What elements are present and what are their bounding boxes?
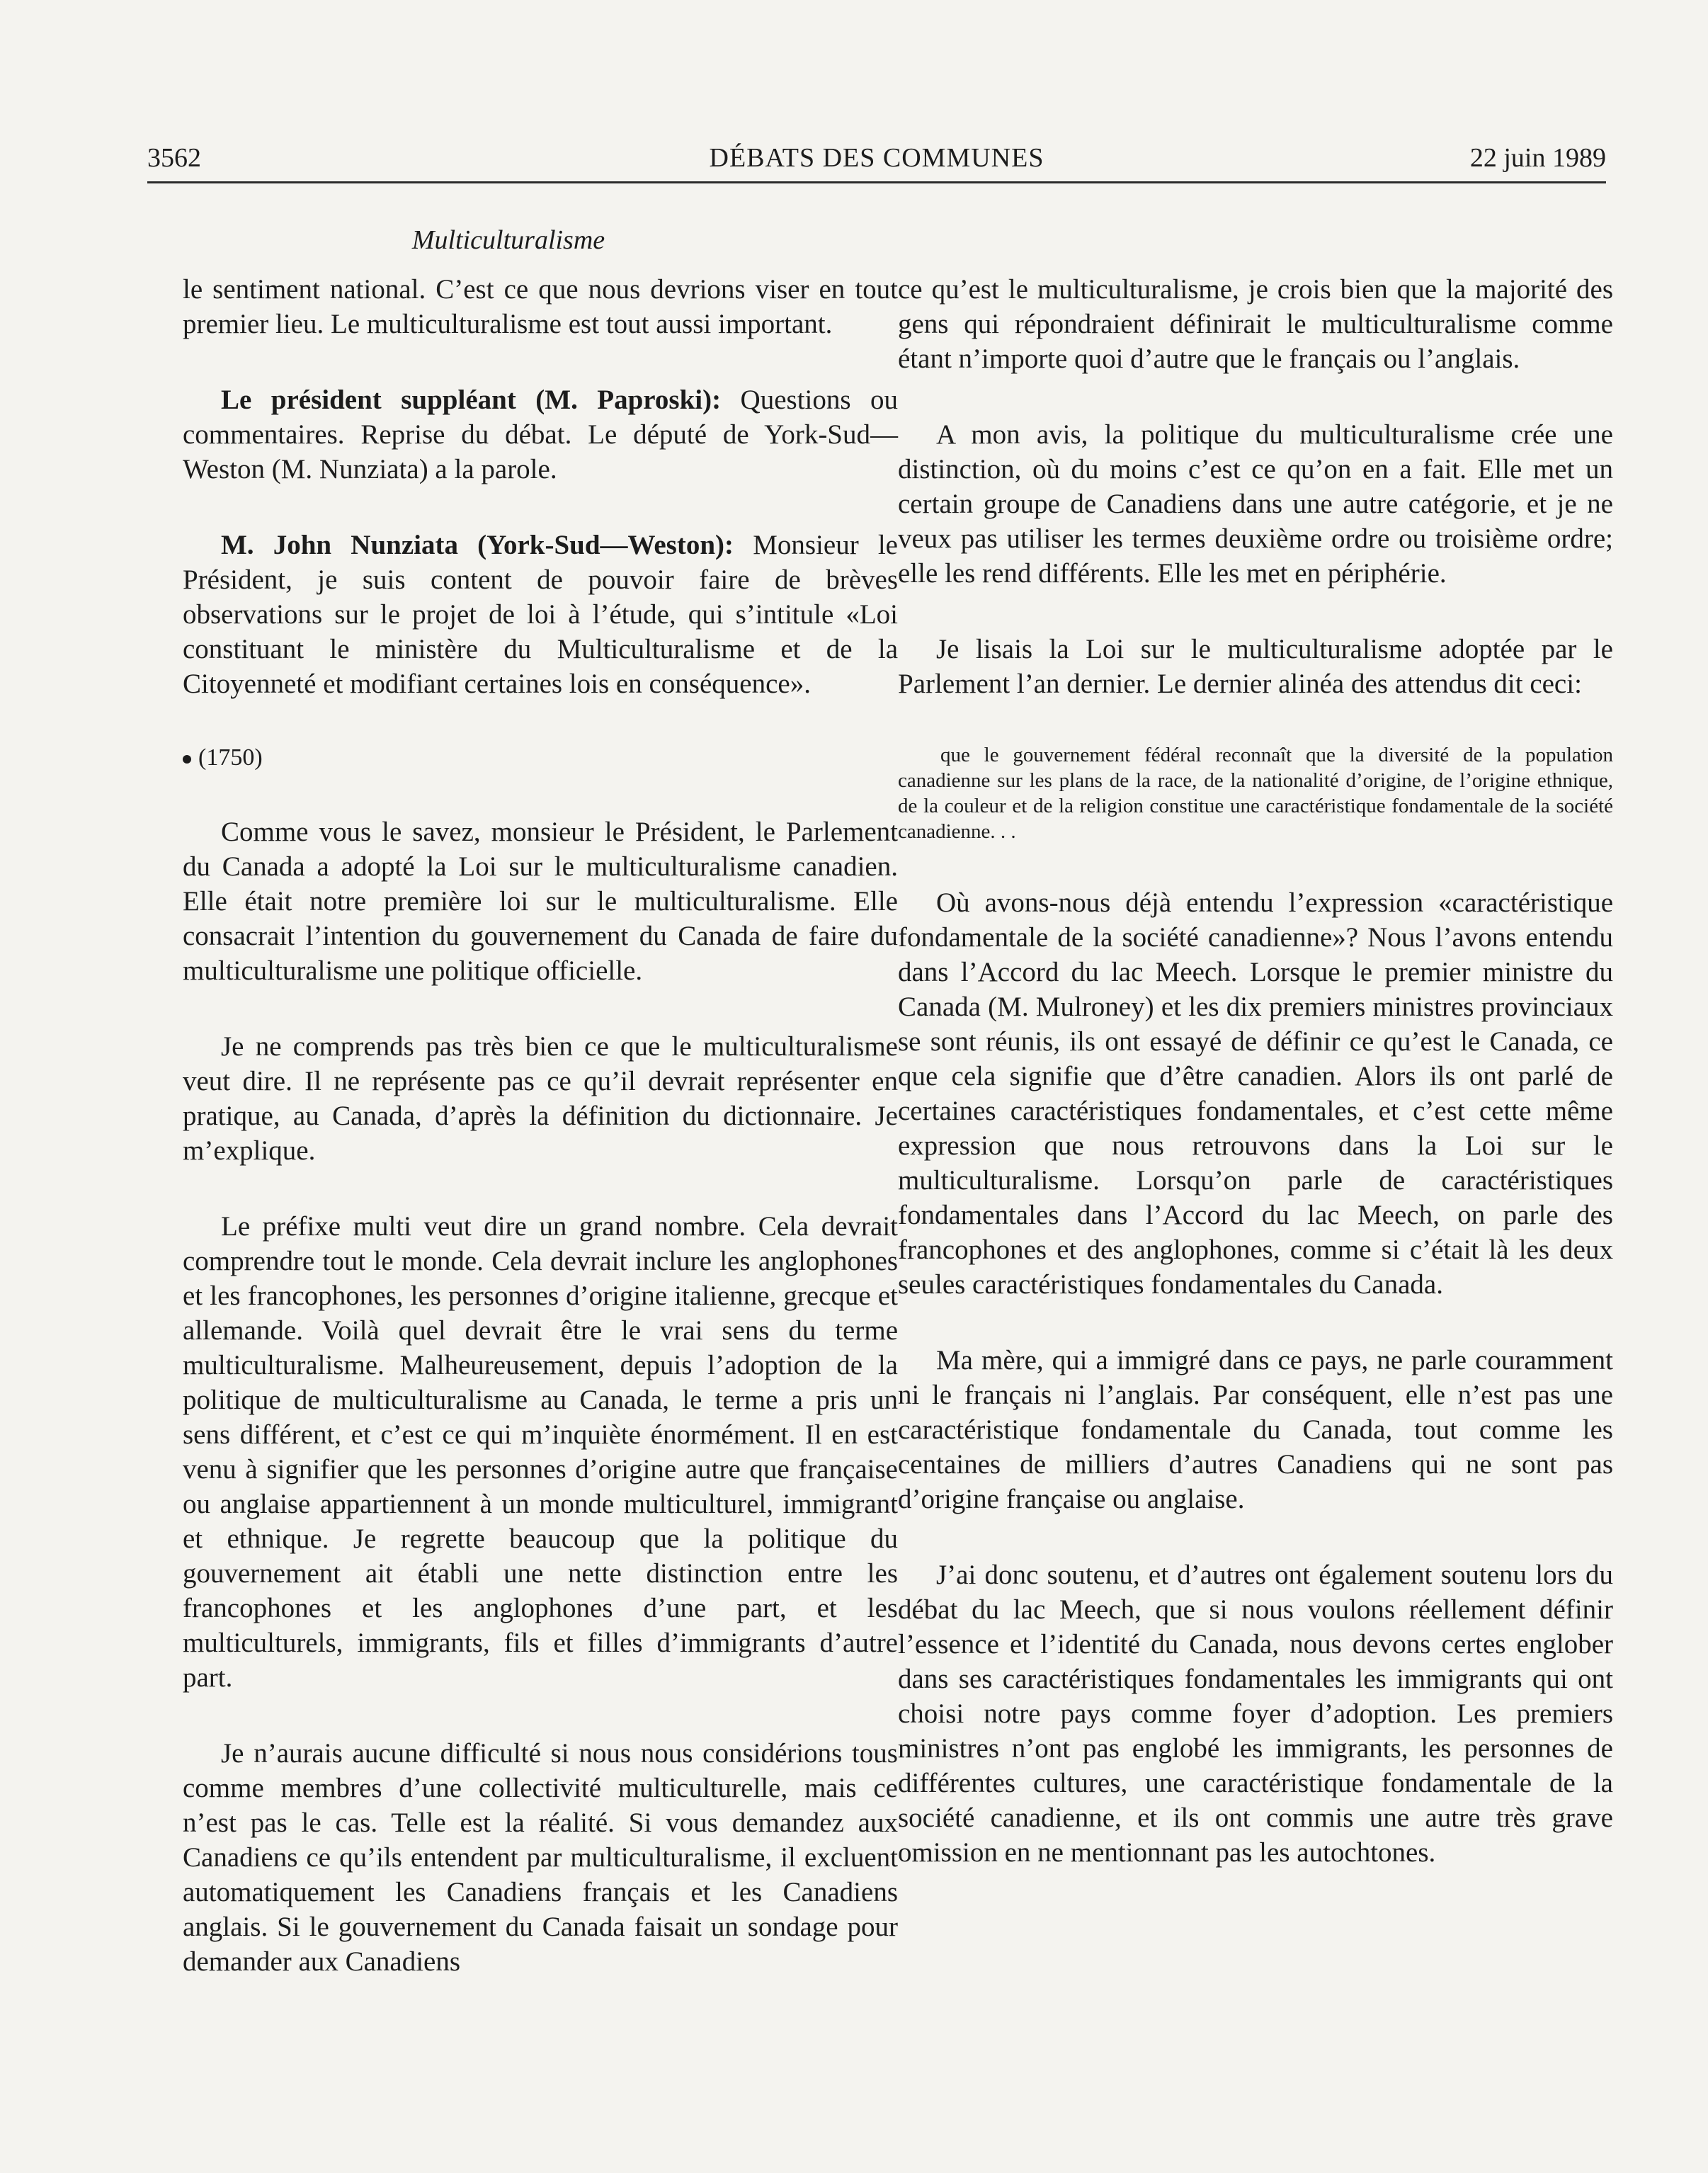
- publication-date: 22 juin 1989: [1469, 143, 1606, 173]
- paragraph: le sentiment national. C’est ce que nous devrions viser en tout premier lieu. Le multiculturalisme est tout aussi important.: [183, 274, 898, 339]
- paragraph: [183, 382, 898, 487]
- paragraph: A mon avis, la politique du multiculturalisme crée une distinction, où du moins c’est ce qu’on en a fait. Elle met un certain groupe de Canadiens dans une autre catégorie, et je ne veux pas utiliser les termes deuxième ordre ou troisième ordre; elle les rend différents. Elle les met en périphérie.: [898, 419, 1613, 589]
- timestamp: [183, 742, 898, 773]
- paragraph: Le préfixe multi veut dire un grand nombre. Cela devrait comprendre tout le monde. Cela devrait inclure les anglophones et les francophones, les personnes d’origine italienne, grecque et allemande. Voilà quel devrait être le vrai sens du terme multiculturalisme. Malheureusement, depuis l’adoption de la politique de multiculturalisme au Canada, le terme a pris un sens différent, et c’est ce qui m’inquiète énormément. Il en est venu à signifier que les personnes d’origine autre que française ou anglaise appartiennent à un monde multiculturel, immigrant et ethnique. Je regrette beaucoup que la politique du gouvernement ait établi une nette distinction entre les francophones et les anglophones d’une part, et les multiculturels, immigrants, fils et filles d’immigrants d’autre part.: [183, 1211, 898, 1693]
- paragraph: ce qu’est le multiculturalisme, je crois bien que la majorité des gens qui répondraient définirait le multiculturalisme comme étant n’importe quoi d’autre que le français ou l’anglais.: [898, 274, 1613, 374]
- speaker-name: Le président suppléant (M. Paproski):: [221, 385, 722, 415]
- right-column: [898, 272, 1613, 1911]
- timestamp-text: (1750): [198, 744, 263, 771]
- paragraph: Je ne comprends pas très bien ce que le multiculturalisme veut dire. Il ne représente pas ce qu’il devrait représenter en pratique, au Canada, d’après la définition du dictionnaire. Je m’explique.: [183, 1031, 898, 1166]
- paragraph: Comme vous le savez, monsieur le Président, le Parlement du Canada a adopté la Loi sur le multiculturalisme canadien. Elle était notre première loi sur le multiculturalisme. Elle consacrait l’intention du gouvernement du Canada de faire du multiculturalisme une politique officielle.: [183, 817, 898, 986]
- paragraph: [183, 528, 898, 701]
- page-number: 3562: [147, 143, 201, 173]
- speech-text: Monsieur le Président, je suis content de pouvoir faire de brèves observations sur le projet de loi à l’étude, qui s’intitule «Loi constituant le ministère du Multiculturalisme et de la Citoyenneté et modifiant certaines lois en conséquence».: [183, 530, 898, 699]
- paragraph: Ma mère, qui a immigré dans ce pays, ne parle couramment ni le français ni l’anglais. Par conséquent, elle n’est pas une caractéristique fondamentale du Canada, tout comme les centaines de milliers d’autres Canadiens qui ne sont pas d’origine française ou anglaise.: [898, 1345, 1613, 1514]
- speaker-name: M. John Nunziata (York-Sud—Weston):: [221, 530, 734, 560]
- section-title: Multiculturalisme: [411, 225, 605, 255]
- speech-text: Questions ou commentaires. Reprise du débat. Le député de York-Sud—Weston (M. Nunziata) a la parole.: [183, 385, 898, 484]
- publication-title: DÉBATS DES COMMUNES: [709, 143, 1044, 173]
- block-quote: que le gouvernement fédéral reconnaît que la diversité de la population canadienne sur les plans de la race, de la nationalité d’origine, de l’origine ethnique, de la couleur et de la religion constitue une caractéristique fondamentale de la société canadienne. . .: [898, 744, 1613, 843]
- left-column: [183, 272, 898, 2020]
- paragraph: Je lisais la Loi sur le multiculturalisme adoptée par le Parlement l’an dernier. Le dernier alinéa des attendus dit ceci:: [898, 634, 1613, 699]
- page-header: [147, 139, 1606, 183]
- paragraph: Où avons-nous déjà entendu l’expression «caractéristique fondamentale de la société canadienne»? Nous l’avons entendu dans l’Accord du lac Meech. Lorsque le premier ministre du Canada (M. Mulroney) et les dix premiers ministres provinciaux se sont réunis, ils ont essayé de définir ce qu’est le Canada, ce que cela signifie que d’être canadien. Alors ils ont parlé de certaines caractéristiques fondamentales, et c’est cette même expression que nous retrouvons dans la Loi sur le multiculturalisme. Lorsqu’on parle de caractéristiques fondamentales dans l’Accord du lac Meech, on parle des francophones et des anglophones, comme si c’était là les deux seules caractéristiques fondamentales du Canada.: [898, 887, 1613, 1300]
- paragraph: J’ai donc soutenu, et d’autres ont également soutenu lors du débat du lac Meech, que si nous voulons réellement définir l’essence et l’identité du Canada, nous devons certes englober dans ses caractéristiques fondamentales les immigrants qui ont choisi notre pays comme foyer d’adoption. Les premiers ministres n’ont pas englobé les immigrants, les personnes de différentes cultures, une caractéristique fondamentale de la société canadienne, et ils ont commis une autre très grave omission en ne mentionnant pas les autochtones.: [898, 1560, 1613, 1868]
- paragraph: Je n’aurais aucune difficulté si nous nous considérions tous comme membres d’une collectivité multiculturelle, mais ce n’est pas le cas. Telle est la réalité. Si vous demandez aux Canadiens ce qu’ils entendent par multiculturalisme, il excluent automatiquement les Canadiens français et les Canadiens anglais. Si le gouvernement du Canada faisait un sondage pour demander aux Canadiens: [183, 1738, 898, 1977]
- bullet-icon: [183, 755, 191, 764]
